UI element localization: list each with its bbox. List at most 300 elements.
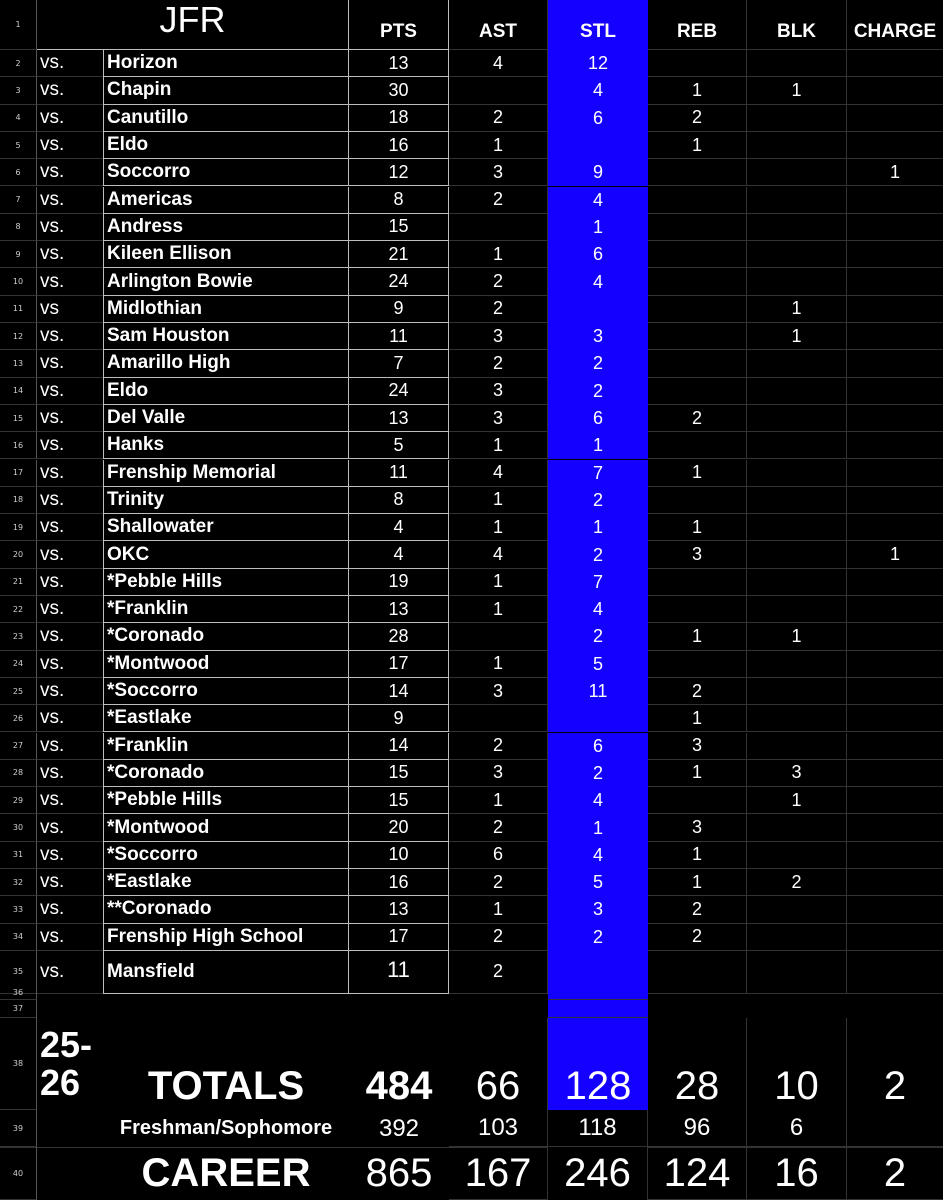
opponent-name[interactable]: Soccorro (103, 159, 349, 186)
row-number[interactable]: 3 (0, 77, 37, 104)
ast-cell[interactable]: 3 (449, 159, 548, 186)
charge-cell[interactable] (847, 787, 943, 814)
charge-cell[interactable] (847, 651, 943, 678)
vs-cell[interactable]: vs. (37, 951, 103, 994)
blk-cell[interactable]: 1 (747, 787, 847, 814)
career-reb[interactable]: 124 (648, 1147, 747, 1200)
blk-cell[interactable] (747, 405, 847, 432)
vs-cell[interactable]: vs. (37, 569, 103, 596)
stl-cell[interactable] (548, 132, 648, 159)
stl-cell[interactable]: 6 (548, 733, 648, 760)
charge-cell[interactable] (847, 814, 943, 841)
blk-cell[interactable] (747, 705, 847, 732)
ast-cell[interactable]: 2 (449, 187, 548, 214)
row-number[interactable]: 13 (0, 350, 37, 377)
reb-cell[interactable]: 1 (648, 132, 747, 159)
reb-cell[interactable]: 1 (648, 514, 747, 541)
opponent-name[interactable]: OKC (103, 541, 349, 568)
opponent-name[interactable]: *Coronado (103, 760, 349, 787)
blk-cell[interactable]: 1 (747, 296, 847, 323)
vs-cell[interactable]: vs. (37, 705, 103, 732)
ast-cell[interactable] (449, 705, 548, 732)
career-pts[interactable]: 865 (365, 1151, 433, 1195)
totals-blk[interactable]: 10 (747, 1018, 847, 1110)
ast-cell[interactable]: 2 (449, 268, 548, 295)
reb-cell[interactable] (648, 350, 747, 377)
vs-cell[interactable]: vs. (37, 678, 103, 705)
totals-reb[interactable]: 28 (648, 1018, 747, 1110)
blk-cell[interactable] (747, 432, 847, 459)
opponent-name[interactable]: *Franklin (103, 596, 349, 623)
vs-cell[interactable]: vs. (37, 651, 103, 678)
row-number[interactable]: 1 (0, 0, 37, 50)
pts-cell[interactable]: 24 (349, 268, 449, 295)
pts-cell[interactable]: 14 (349, 733, 449, 760)
ast-cell[interactable]: 1 (449, 432, 548, 459)
reb-cell[interactable] (648, 214, 747, 241)
stl-cell[interactable]: 4 (548, 842, 648, 869)
pts-cell[interactable]: 8 (349, 487, 449, 514)
pts-cell[interactable]: 15 (349, 214, 449, 241)
stl-cell[interactable]: 6 (548, 405, 648, 432)
blk-cell[interactable] (747, 651, 847, 678)
reb-cell[interactable] (648, 378, 747, 405)
pts-cell[interactable]: 9 (349, 296, 449, 323)
opponent-name[interactable]: Del Valle (103, 405, 349, 432)
career-label[interactable]: CAREER (141, 1151, 311, 1195)
reb-cell[interactable]: 1 (648, 77, 747, 104)
charge-cell[interactable] (847, 268, 943, 295)
pts-cell[interactable]: 20 (349, 814, 449, 841)
reb-cell[interactable] (648, 596, 747, 623)
row-number[interactable]: 39 (0, 1110, 37, 1147)
reb-cell[interactable]: 3 (648, 541, 747, 568)
header-ast[interactable]: AST (449, 0, 548, 50)
blk-cell[interactable] (747, 105, 847, 132)
row-number[interactable]: 8 (0, 214, 37, 241)
header-blk[interactable]: BLK (747, 0, 847, 50)
reb-cell[interactable] (648, 432, 747, 459)
charge-cell[interactable] (847, 733, 943, 760)
row-number[interactable]: 36 (0, 985, 37, 1000)
opponent-name[interactable]: *Eastlake (103, 869, 349, 896)
reb-cell[interactable]: 1 (648, 760, 747, 787)
blk-cell[interactable]: 1 (747, 323, 847, 350)
fresh-soph-charge[interactable] (847, 1110, 943, 1147)
stl-cell[interactable]: 3 (548, 896, 648, 923)
reb-cell[interactable] (648, 787, 747, 814)
pts-cell[interactable]: 11 (349, 323, 449, 350)
row-number[interactable]: 22 (0, 596, 37, 623)
blk-cell[interactable] (747, 241, 847, 268)
opponent-name[interactable]: *Eastlake (103, 705, 349, 732)
fresh-soph-blk[interactable]: 6 (747, 1110, 847, 1147)
header-reb[interactable]: REB (648, 0, 747, 50)
row-number[interactable]: 14 (0, 378, 37, 405)
stl-cell[interactable]: 2 (548, 378, 648, 405)
charge-cell[interactable] (847, 705, 943, 732)
row-number[interactable]: 26 (0, 705, 37, 732)
opponent-name[interactable]: Arlington Bowie (103, 268, 349, 295)
stl-cell[interactable]: 1 (548, 514, 648, 541)
blk-cell[interactable] (747, 50, 847, 77)
charge-cell[interactable] (847, 378, 943, 405)
row-number[interactable]: 28 (0, 760, 37, 787)
stl-cell[interactable]: 6 (548, 105, 648, 132)
pts-cell[interactable]: 4 (349, 541, 449, 568)
row-number[interactable]: 11 (0, 296, 37, 323)
row-number[interactable]: 32 (0, 869, 37, 896)
vs-cell[interactable]: vs. (37, 214, 103, 241)
row-number[interactable]: 35 (0, 951, 37, 994)
blk-cell[interactable] (747, 733, 847, 760)
stl-cell[interactable]: 9 (548, 159, 648, 186)
stl-cell[interactable]: 1 (548, 814, 648, 841)
stl-cell[interactable]: 12 (548, 50, 648, 77)
blk-cell[interactable]: 1 (747, 77, 847, 104)
vs-cell[interactable]: vs. (37, 760, 103, 787)
row-number[interactable]: 27 (0, 733, 37, 760)
row-number[interactable]: 7 (0, 187, 37, 214)
reb-cell[interactable] (648, 241, 747, 268)
ast-cell[interactable]: 2 (449, 350, 548, 377)
charge-cell[interactable] (847, 323, 943, 350)
stl-cell[interactable]: 6 (548, 241, 648, 268)
header-charge[interactable]: CHARGE (847, 0, 943, 50)
reb-cell[interactable]: 2 (648, 405, 747, 432)
blk-cell[interactable] (747, 596, 847, 623)
row-number[interactable]: 4 (0, 105, 37, 132)
ast-cell[interactable]: 2 (449, 951, 548, 994)
opponent-name[interactable]: *Soccorro (103, 678, 349, 705)
stl-cell[interactable]: 5 (548, 651, 648, 678)
ast-cell[interactable]: 1 (449, 596, 548, 623)
ast-cell[interactable]: 1 (449, 569, 548, 596)
totals-ast[interactable]: 66 (449, 1018, 548, 1110)
row-number[interactable]: 40 (0, 1147, 37, 1200)
vs-cell[interactable]: vs. (37, 159, 103, 186)
totals-stl[interactable]: 128 (548, 1018, 648, 1110)
career-ast[interactable]: 167 (449, 1147, 548, 1200)
charge-cell[interactable] (847, 105, 943, 132)
blk-cell[interactable] (747, 678, 847, 705)
row-number[interactable]: 34 (0, 924, 37, 951)
totals-charge[interactable]: 2 (883, 1063, 907, 1108)
charge-cell[interactable] (847, 924, 943, 951)
career-blk[interactable]: 16 (747, 1147, 847, 1200)
ast-cell[interactable]: 2 (449, 105, 548, 132)
stl-cell[interactable]: 3 (548, 323, 648, 350)
pts-cell[interactable]: 5 (349, 432, 449, 459)
pts-cell[interactable]: 13 (349, 896, 449, 923)
stl-cell[interactable]: 4 (548, 596, 648, 623)
opponent-name[interactable]: *Soccorro (103, 842, 349, 869)
opponent-name[interactable]: Amarillo High (103, 350, 349, 377)
reb-cell[interactable]: 1 (648, 705, 747, 732)
opponent-name[interactable]: **Coronado (103, 896, 349, 923)
reb-cell[interactable] (648, 296, 747, 323)
opponent-name[interactable]: *Pebble Hills (103, 569, 349, 596)
pts-cell[interactable]: 30 (349, 77, 449, 104)
header-stl[interactable]: STL (548, 0, 648, 50)
blk-cell[interactable] (747, 187, 847, 214)
blk-cell[interactable] (747, 896, 847, 923)
ast-cell[interactable]: 3 (449, 378, 548, 405)
stl-cell[interactable] (548, 705, 648, 732)
reb-cell[interactable]: 2 (648, 924, 747, 951)
opponent-name[interactable]: *Coronado (103, 623, 349, 650)
charge-cell[interactable] (847, 50, 943, 77)
reb-cell[interactable]: 1 (648, 842, 747, 869)
vs-cell[interactable]: vs. (37, 514, 103, 541)
ast-cell[interactable]: 2 (449, 733, 548, 760)
stl-cell[interactable]: 2 (548, 487, 648, 514)
fresh-soph-label[interactable]: Freshman/Sophomore (119, 1117, 333, 1139)
stl-cell[interactable]: 11 (548, 678, 648, 705)
pts-cell[interactable]: 24 (349, 378, 449, 405)
blk-cell[interactable]: 1 (747, 623, 847, 650)
blk-cell[interactable] (747, 569, 847, 596)
opponent-name[interactable]: Kileen Ellison (103, 241, 349, 268)
stl-cell[interactable] (548, 296, 648, 323)
opponent-name[interactable]: Frenship High School (103, 924, 349, 951)
blk-cell[interactable]: 3 (747, 760, 847, 787)
blk-cell[interactable] (747, 132, 847, 159)
pts-cell[interactable]: 10 (349, 842, 449, 869)
opponent-name[interactable]: *Pebble Hills (103, 787, 349, 814)
charge-cell[interactable] (847, 296, 943, 323)
fresh-soph-stl[interactable]: 118 (548, 1110, 648, 1147)
vs-cell[interactable]: vs (37, 296, 103, 323)
sheet-title[interactable]: JFR (37, 0, 349, 50)
stl-cell[interactable]: 2 (548, 760, 648, 787)
header-pts[interactable]: PTS (349, 0, 449, 50)
fresh-soph-ast[interactable]: 103 (449, 1110, 548, 1147)
reb-cell[interactable]: 3 (648, 814, 747, 841)
row-number[interactable]: 6 (0, 159, 37, 186)
charge-cell[interactable] (847, 241, 943, 268)
opponent-name[interactable]: Eldo (103, 378, 349, 405)
row-number[interactable]: 25 (0, 678, 37, 705)
ast-cell[interactable]: 3 (449, 760, 548, 787)
reb-cell[interactable] (648, 651, 747, 678)
reb-cell[interactable]: 1 (648, 460, 747, 487)
opponent-name[interactable]: *Montwood (103, 814, 349, 841)
vs-cell[interactable]: vs. (37, 842, 103, 869)
vs-cell[interactable]: vs. (37, 323, 103, 350)
row-number[interactable]: 17 (0, 460, 37, 487)
blk-cell[interactable] (747, 268, 847, 295)
pts-cell[interactable]: 7 (349, 350, 449, 377)
vs-cell[interactable]: vs. (37, 733, 103, 760)
blk-cell[interactable] (747, 350, 847, 377)
blk-cell[interactable] (747, 924, 847, 951)
reb-cell[interactable] (648, 159, 747, 186)
charge-cell[interactable]: 1 (847, 159, 943, 186)
charge-cell[interactable] (847, 350, 943, 377)
blk-cell[interactable] (747, 159, 847, 186)
charge-cell[interactable] (847, 760, 943, 787)
stl-cell[interactable]: 4 (548, 268, 648, 295)
ast-cell[interactable]: 1 (449, 896, 548, 923)
row-number[interactable]: 37 (0, 1000, 37, 1018)
pts-cell[interactable]: 13 (349, 50, 449, 77)
ast-cell[interactable]: 4 (449, 541, 548, 568)
ast-cell[interactable]: 1 (449, 241, 548, 268)
stl-cell[interactable]: 4 (548, 787, 648, 814)
stl-cell[interactable]: 2 (548, 924, 648, 951)
stl-cell[interactable]: 2 (548, 350, 648, 377)
career-charge[interactable]: 2 (847, 1147, 943, 1200)
pts-cell[interactable]: 17 (349, 924, 449, 951)
stl-cell[interactable]: 7 (548, 460, 648, 487)
stl-cell[interactable]: 1 (548, 432, 648, 459)
ast-cell[interactable]: 2 (449, 869, 548, 896)
row-number[interactable]: 30 (0, 814, 37, 841)
vs-cell[interactable]: vs. (37, 623, 103, 650)
vs-cell[interactable]: vs. (37, 405, 103, 432)
row-number[interactable]: 12 (0, 323, 37, 350)
reb-cell[interactable]: 3 (648, 733, 747, 760)
charge-cell[interactable] (847, 842, 943, 869)
ast-cell[interactable]: 2 (449, 814, 548, 841)
ast-cell[interactable]: 1 (449, 514, 548, 541)
stl-cell[interactable] (548, 1000, 648, 1018)
fresh-soph-reb[interactable]: 96 (648, 1110, 747, 1147)
vs-cell[interactable]: vs. (37, 350, 103, 377)
opponent-name[interactable]: Mansfield (103, 951, 349, 994)
stl-cell[interactable]: 4 (548, 77, 648, 104)
vs-cell[interactable]: vs. (37, 460, 103, 487)
charge-cell[interactable] (847, 596, 943, 623)
pts-cell[interactable]: 11 (349, 460, 449, 487)
opponent-name[interactable]: *Franklin (103, 733, 349, 760)
blk-cell[interactable] (747, 214, 847, 241)
pts-cell[interactable]: 12 (349, 159, 449, 186)
row-number[interactable]: 29 (0, 787, 37, 814)
reb-cell[interactable]: 2 (648, 678, 747, 705)
reb-cell[interactable] (648, 50, 747, 77)
vs-cell[interactable]: vs. (37, 77, 103, 104)
pts-cell[interactable]: 28 (349, 623, 449, 650)
pts-cell[interactable]: 15 (349, 760, 449, 787)
pts-cell[interactable]: 4 (349, 514, 449, 541)
vs-cell[interactable]: vs. (37, 105, 103, 132)
pts-cell[interactable]: 16 (349, 132, 449, 159)
pts-cell[interactable]: 21 (349, 241, 449, 268)
ast-cell[interactable] (449, 623, 548, 650)
opponent-name[interactable]: Shallowater (103, 514, 349, 541)
charge-cell[interactable] (847, 405, 943, 432)
career-stl[interactable]: 246 (548, 1147, 648, 1200)
pts-cell[interactable]: 17 (349, 651, 449, 678)
charge-cell[interactable] (847, 432, 943, 459)
opponent-name[interactable]: Canutillo (103, 105, 349, 132)
ast-cell[interactable]: 1 (449, 132, 548, 159)
charge-cell[interactable] (847, 460, 943, 487)
pts-cell[interactable]: 18 (349, 105, 449, 132)
ast-cell[interactable]: 3 (449, 678, 548, 705)
reb-cell[interactable]: 1 (648, 623, 747, 650)
pts-cell[interactable]: 14 (349, 678, 449, 705)
totals-pts[interactable]: 484 (365, 1063, 433, 1108)
ast-cell[interactable]: 4 (449, 50, 548, 77)
blk-cell[interactable] (747, 378, 847, 405)
opponent-name[interactable]: Chapin (103, 77, 349, 104)
opponent-name[interactable]: *Montwood (103, 651, 349, 678)
vs-cell[interactable]: vs. (37, 787, 103, 814)
charge-cell[interactable]: 1 (847, 541, 943, 568)
row-number[interactable]: 15 (0, 405, 37, 432)
pts-cell[interactable]: 15 (349, 787, 449, 814)
vs-cell[interactable]: vs. (37, 241, 103, 268)
reb-cell[interactable] (648, 268, 747, 295)
pts-cell[interactable]: 11 (349, 951, 449, 994)
blk-cell[interactable] (747, 460, 847, 487)
reb-cell[interactable] (648, 187, 747, 214)
vs-cell[interactable]: vs. (37, 432, 103, 459)
charge-cell[interactable] (847, 569, 943, 596)
vs-cell[interactable]: vs. (37, 896, 103, 923)
row-number[interactable]: 33 (0, 896, 37, 923)
fresh-soph-pts[interactable]: 392 (378, 1114, 420, 1142)
ast-cell[interactable]: 4 (449, 460, 548, 487)
opponent-name[interactable]: Sam Houston (103, 323, 349, 350)
ast-cell[interactable] (449, 77, 548, 104)
opponent-name[interactable]: Horizon (103, 50, 349, 77)
row-number[interactable]: 5 (0, 132, 37, 159)
ast-cell[interactable]: 1 (449, 487, 548, 514)
reb-cell[interactable] (648, 569, 747, 596)
charge-cell[interactable] (847, 77, 943, 104)
ast-cell[interactable]: 6 (449, 842, 548, 869)
ast-cell[interactable]: 1 (449, 651, 548, 678)
pts-cell[interactable]: 16 (349, 869, 449, 896)
stl-cell[interactable] (548, 985, 648, 1000)
vs-cell[interactable]: vs. (37, 268, 103, 295)
blk-cell[interactable] (747, 487, 847, 514)
blk-cell[interactable] (747, 541, 847, 568)
charge-cell[interactable] (847, 187, 943, 214)
charge-cell[interactable] (847, 623, 943, 650)
vs-cell[interactable]: vs. (37, 596, 103, 623)
pts-cell[interactable]: 13 (349, 596, 449, 623)
vs-cell[interactable]: vs. (37, 814, 103, 841)
ast-cell[interactable]: 3 (449, 405, 548, 432)
ast-cell[interactable]: 1 (449, 787, 548, 814)
blk-cell[interactable] (747, 514, 847, 541)
vs-cell[interactable]: vs. (37, 132, 103, 159)
ast-cell[interactable] (449, 214, 548, 241)
row-number[interactable]: 23 (0, 623, 37, 650)
pts-cell[interactable]: 19 (349, 569, 449, 596)
vs-cell[interactable]: vs. (37, 541, 103, 568)
opponent-name[interactable]: Hanks (103, 432, 349, 459)
row-number[interactable]: 31 (0, 842, 37, 869)
ast-cell[interactable]: 2 (449, 924, 548, 951)
vs-cell[interactable]: vs. (37, 487, 103, 514)
totals-label[interactable]: TOTALS (147, 1063, 305, 1108)
opponent-name[interactable]: Midlothian (103, 296, 349, 323)
charge-cell[interactable] (847, 214, 943, 241)
reb-cell[interactable]: 2 (648, 896, 747, 923)
row-number[interactable]: 16 (0, 432, 37, 459)
opponent-name[interactable]: Americas (103, 187, 349, 214)
row-number[interactable]: 20 (0, 541, 37, 568)
row-number[interactable]: 24 (0, 651, 37, 678)
ast-cell[interactable]: 3 (449, 323, 548, 350)
charge-cell[interactable] (847, 514, 943, 541)
